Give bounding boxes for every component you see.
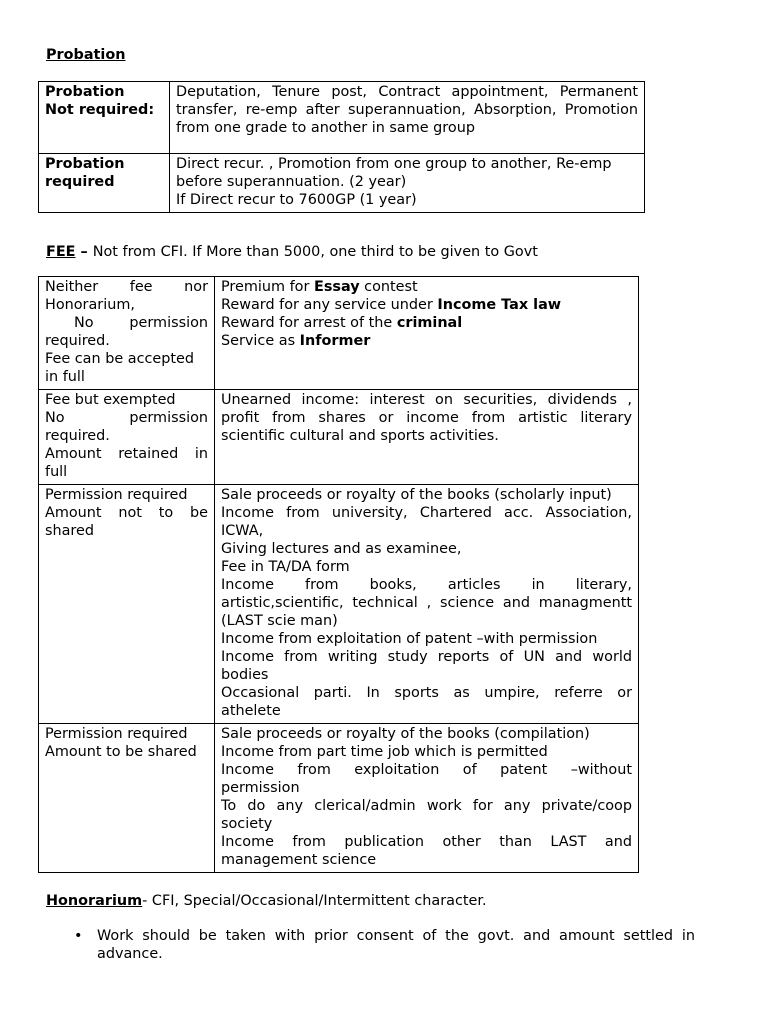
fee-content-cell (215, 485, 639, 724)
label-line: Amount to be shared (45, 744, 197, 760)
label-line: in full (45, 369, 85, 385)
content-line: Occasional parti. In sports as umpire, referre or (221, 685, 632, 701)
content-bold: criminal (396, 315, 463, 331)
content-line: society (221, 816, 273, 832)
content-line: permission (221, 780, 300, 796)
content-line (221, 314, 632, 332)
honorarium-paragraph (46, 892, 487, 910)
probation-row-not-required (39, 82, 645, 154)
content-line: (LAST scie man) (221, 613, 338, 629)
content-line: Unearned income: interest on securities, dividends , (221, 392, 632, 408)
honorarium-bullet-text: Work should be taken with prior consent of the govt. and amount settled in advance. (97, 928, 695, 962)
probation-table (38, 81, 645, 213)
content-line: Income from writing study reports of UN and world (221, 649, 632, 665)
fee-label-cell (39, 724, 215, 873)
fee-heading: FEE (46, 244, 76, 260)
fee-row-neither (39, 277, 639, 390)
content-line: Income from university, Chartered acc. Association, (221, 505, 632, 521)
content-line: Sale proceeds or royalty of the books (compilation) (221, 726, 590, 742)
fee-label-cell (39, 485, 215, 724)
label-line: Probation (45, 84, 125, 100)
content-pre: Reward for arrest of the (221, 315, 397, 331)
content-line: Income from exploitation of patent –with permission (221, 631, 598, 647)
content-line: Income from exploitation of patent –without (221, 762, 632, 778)
content-line: bodies (221, 667, 269, 683)
content-line: ICWA, (221, 523, 264, 539)
label-line: required. (45, 333, 110, 349)
probation-content-cell: Deputation, Tenure post, Contract appointment, Permanent transfer, re-emp after superannuation, Absorption, Promotion from one grade to another in same group (170, 82, 645, 154)
content-line: Direct recur. , Promotion from one group to another, Re-emp (176, 156, 612, 172)
fee-row-permission-not-shared (39, 485, 639, 724)
honorarium-text: - CFI, Special/Occasional/Intermittent character. (142, 893, 487, 909)
label-line: required (45, 174, 115, 190)
fee-content-cell (215, 277, 639, 390)
content-line: Sale proceeds or royalty of the books (scholarly input) (221, 487, 612, 503)
label-line: shared (45, 523, 95, 539)
content-line: Income from publication other than LAST and (221, 834, 632, 850)
bullet-icon: • (74, 928, 83, 944)
content-line: Fee in TA/DA form (221, 559, 350, 575)
content-line: scientific cultural and sports activities. (221, 428, 499, 444)
content-line: artistic,scientific, technical , science and managmentt (221, 595, 632, 611)
label-line: Honorarium, (45, 297, 135, 313)
content-line: Giving lectures and as examinee, (221, 541, 462, 557)
content-line: management science (221, 852, 377, 868)
probation-label-cell (39, 154, 170, 213)
content-line (221, 332, 632, 350)
fee-content-cell (215, 390, 639, 485)
label-line: Amount not to be (45, 505, 208, 521)
content-line: before superannuation. (2 year) (176, 174, 407, 190)
label-line: Probation (45, 156, 125, 172)
label-line: Amount retained in (45, 446, 208, 462)
label-line: full (45, 464, 68, 480)
honorarium-heading: Honorarium (46, 893, 143, 909)
fee-label-cell (39, 277, 215, 390)
label-line: Fee can be accepted (45, 351, 195, 367)
probation-row-required (39, 154, 645, 213)
fee-row-exempted (39, 390, 639, 485)
content-line: Income from part time job which is permitted (221, 744, 548, 760)
content-line (221, 278, 632, 296)
fee-label-cell (39, 390, 215, 485)
label-line: No permission (45, 410, 208, 426)
content-line (221, 296, 632, 314)
probation-content-cell (170, 154, 645, 213)
probation-label-cell (39, 82, 170, 154)
content-line: If Direct recur to 7600GP (1 year) (176, 192, 417, 208)
fee-paragraph (46, 243, 538, 261)
label-line: required. (45, 428, 110, 444)
label-line: Permission required (45, 487, 188, 503)
content-bold: Essay (313, 279, 360, 295)
content-line: profit from shares or income from artistic literary (221, 410, 632, 426)
content-pre: Reward for any service under (221, 297, 438, 313)
fee-table (38, 276, 639, 873)
label-line: Neither fee nor (45, 279, 208, 295)
label-line: Permission required (45, 726, 188, 742)
content-line: To do any clerical/admin work for any private/coop (221, 798, 632, 814)
fee-dash: – (75, 244, 93, 260)
fee-row-permission-shared (39, 724, 639, 873)
label-line: Fee but exempted (45, 392, 176, 408)
content-line: athelete (221, 703, 281, 719)
content-line: Income from books, articles in literary, (221, 577, 632, 593)
label-line: Not required: (45, 102, 155, 118)
fee-text: Not from CFI. If More than 5000, one third to be given to Govt (92, 244, 538, 260)
content-bold: Income Tax law (437, 297, 562, 313)
content-post: contest (359, 279, 418, 295)
content-pre: Service as (221, 333, 300, 349)
fee-content-cell (215, 724, 639, 873)
content-bold: Informer (299, 333, 371, 349)
content-pre: Premium for (221, 279, 314, 295)
probation-heading: Probation (46, 47, 126, 63)
label-line: No permission (74, 315, 208, 331)
